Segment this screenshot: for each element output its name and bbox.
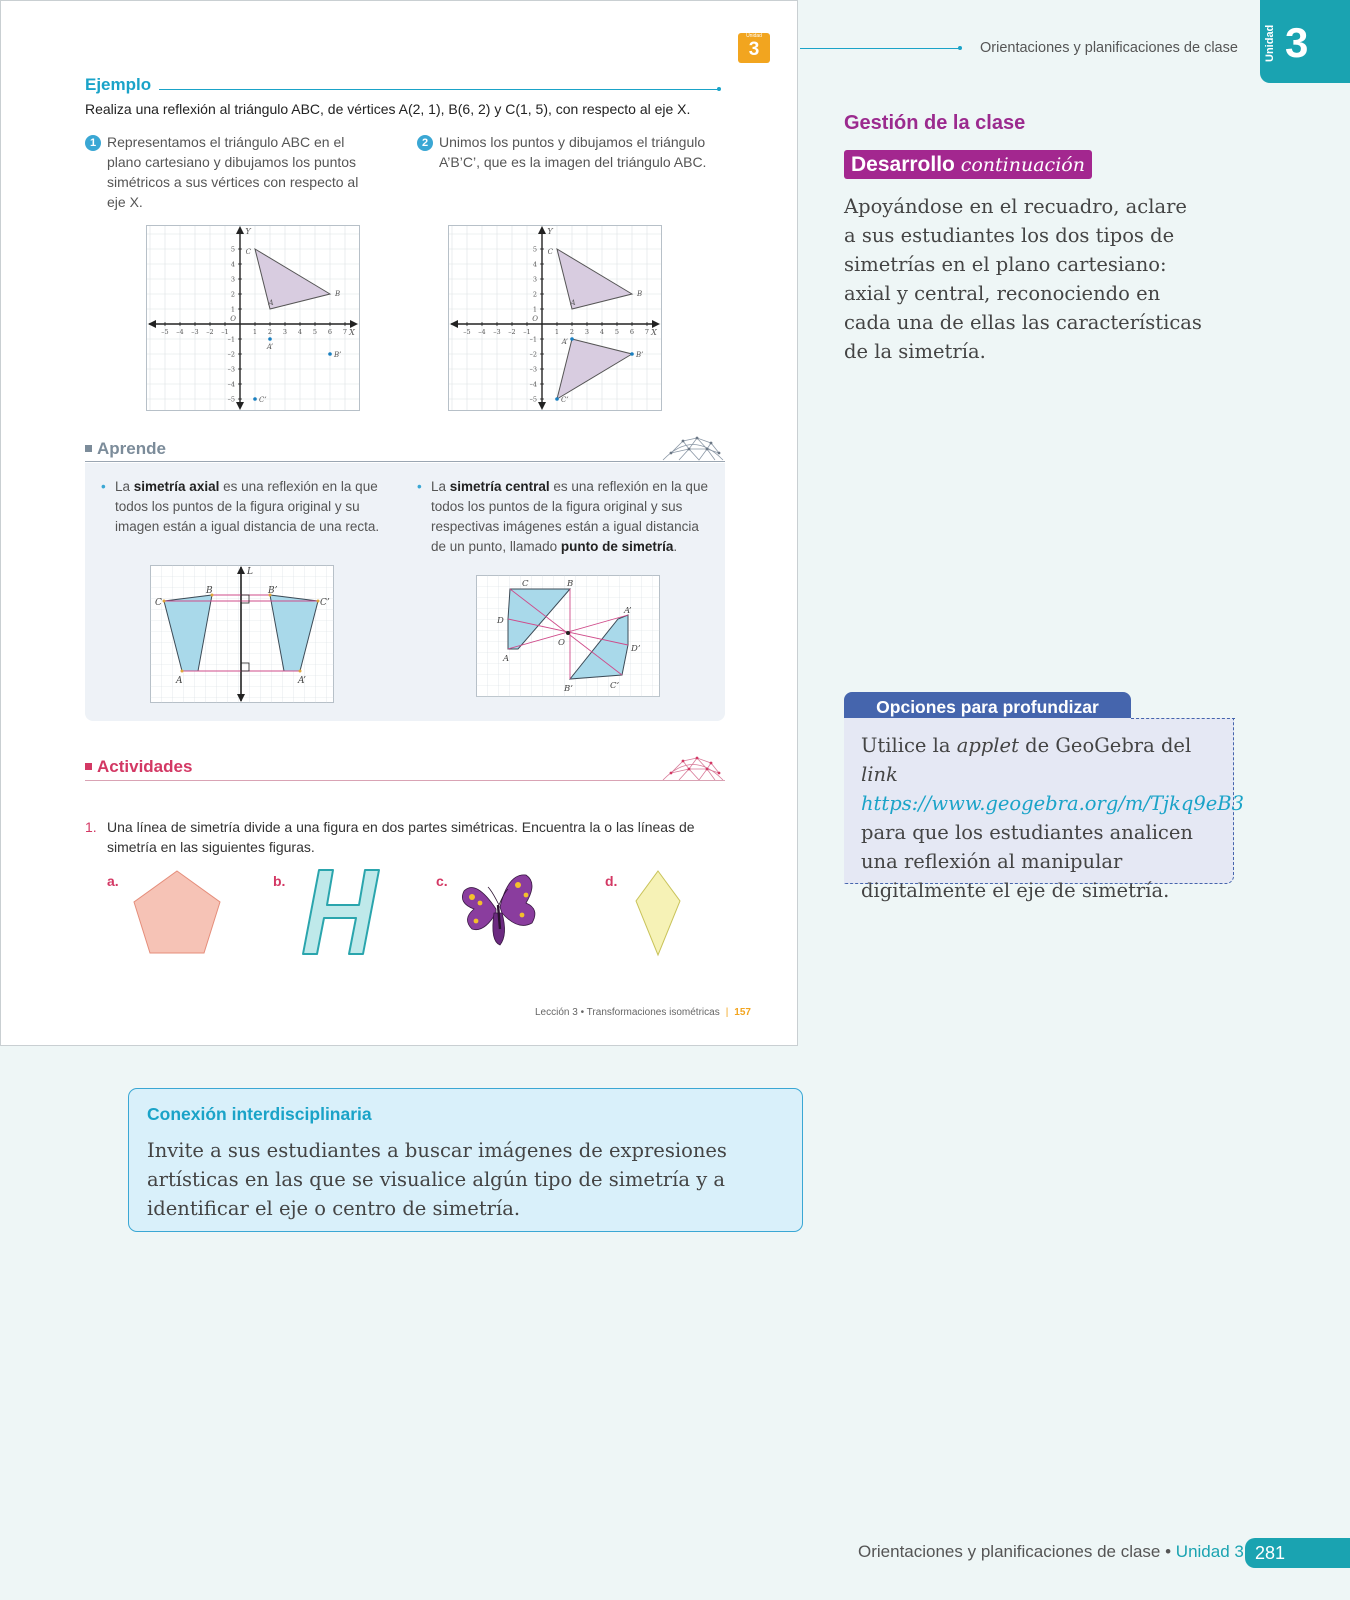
origin-label: O [532, 315, 538, 323]
x-tick-label: 2 [267, 328, 273, 336]
label-b: B [206, 586, 213, 596]
origin-label: O [230, 315, 236, 323]
ejemplo-prompt: Realiza una reflexión al triángulo ABC, de vértices A(2, 1), B(6, 2) y C(1, 5), con respecto al eje X. [85, 101, 691, 117]
label-b: B [567, 579, 574, 589]
conexion-title: Conexión interdisciplinaria [147, 1104, 372, 1124]
option-c-label: c. [436, 873, 448, 889]
aprende-title: Aprende [85, 439, 166, 459]
x-tick-label: 5 [614, 328, 620, 336]
x-tick-label: –3 [191, 328, 199, 336]
point-a-label: A [570, 299, 576, 307]
y-axis-label: Y [547, 227, 553, 236]
x-tick-label: 4 [599, 328, 605, 336]
label-c-prime: C’ [610, 681, 620, 691]
opciones-text: Utilice la applet de GeoGebra del link https://www.geogebra.org/m/Tjkq9eB3 para que los estudiantes analicen una reflexión al manipular digitalmente el eje de simetría. [861, 734, 1245, 902]
x-tick-label: 5 [312, 328, 318, 336]
label-a: A [176, 676, 183, 686]
image-point [328, 352, 332, 356]
x-tick-label: 3 [282, 328, 288, 336]
x-tick-label: 4 [297, 328, 303, 336]
image-point-label: C’ [259, 396, 267, 404]
step-2 [417, 132, 727, 170]
y-tick-label: –1 [227, 335, 235, 344]
image-point-label: B’ [636, 351, 644, 359]
student-page-footer: Lección 3 • Transformaciones isométricas | 157 [535, 1007, 751, 1018]
bullet-simetria-central: • La simetría central es una reflexión en la que todos los puntos de la figura original y sus respectivas imágenes están a igual distancia de un punto, llamado punto de simetría. [431, 477, 715, 557]
header-title: Orientaciones y planificaciones de clase [980, 40, 1238, 56]
y-tick-label: –3 [227, 365, 235, 374]
label-a-prime: A’ [624, 606, 632, 616]
step-text: Unimos los puntos y dibujamos el triángulo A’B’C’, que es la imagen del triángulo ABC. [439, 134, 707, 170]
y-tick-label: 1 [532, 305, 537, 314]
x-tick-label: –2 [206, 328, 214, 336]
point-c-label: C [547, 248, 553, 256]
y-tick-label: –2 [227, 350, 235, 359]
y-axis-label: Y [245, 227, 251, 236]
pentagon-figure [131, 869, 223, 955]
label-c: C [522, 579, 529, 589]
label-a-prime: A’ [298, 676, 307, 686]
x-tick-label: 6 [629, 328, 635, 336]
image-point-label: A’ [561, 338, 568, 346]
option-d-label: d. [605, 873, 618, 889]
step-number: 2 [417, 135, 433, 151]
y-tick-label: 5 [532, 245, 537, 254]
step-text: Representamos el triángulo ABC en el plano cartesiano y dibujamos los puntos simétricos a sus vértices con respecto al eje X. [107, 134, 359, 210]
image-point-label: B’ [334, 351, 342, 359]
cartesian-graph-step-1 [146, 225, 360, 411]
geodesic-dome-icon [661, 435, 725, 461]
x-tick-label: 1 [554, 328, 560, 336]
label-c: C [155, 598, 162, 608]
y-tick-label: –5 [227, 395, 235, 404]
gestion-title: Gestión de la clase [844, 112, 1026, 134]
x-tick-label: –1 [523, 328, 531, 336]
label-c-prime: C’ [320, 598, 330, 608]
x-tick-label: –4 [176, 328, 184, 336]
butterfly-figure [456, 869, 542, 953]
activity-number: 1. [85, 819, 97, 835]
point-a-label: A [268, 299, 274, 307]
image-point-label: A’ [266, 343, 274, 351]
x-tick-label: –4 [478, 328, 486, 336]
y-tick-label: 4 [532, 260, 537, 269]
gestion-body: Apoyándose en el recuadro, aclare a sus estudiantes los dos tipos de simetrías en el plano cartesiano: axial y central, reconociendo en cada una de ellas las características de la simetría. [844, 195, 1202, 363]
image-point [253, 397, 257, 401]
x-tick-label: –5 [463, 328, 471, 336]
desarrollo-badge: Desarrollo continuación [844, 150, 1092, 179]
x-tick-label: –5 [161, 328, 169, 336]
x-tick-label: 7 [644, 328, 650, 336]
aprende-rule [85, 461, 725, 462]
point-c-label: C [245, 248, 251, 256]
x-axis-label: X [349, 328, 355, 337]
bullet-simetria-axial: • La simetría axial es una reflexión en la que todos los puntos de la figura original y su imagen están a igual distancia de una recta. [115, 477, 395, 537]
ejemplo-title: Ejemplo [85, 75, 152, 94]
kite-figure [633, 869, 683, 957]
header-rule [800, 48, 960, 49]
geodesic-dome-icon [661, 755, 725, 781]
actividades-title: Actividades [85, 757, 192, 777]
label-a: A [503, 654, 510, 664]
y-tick-label: –4 [227, 380, 235, 389]
y-tick-label: 5 [230, 245, 235, 254]
x-tick-label: –2 [508, 328, 516, 336]
x-tick-label: –1 [221, 328, 229, 336]
conexion-body: Invite a sus estudiantes a buscar imágenes de expresiones artísticas en las que se visualice algún tipo de simetría y a identificar el eje o centro de simetría. [147, 1139, 727, 1220]
graph-frame [449, 226, 662, 411]
x-tick-label: –3 [493, 328, 501, 336]
cartesian-graph-step-2 [448, 225, 662, 411]
step-number: 1 [85, 135, 101, 151]
x-tick-label: 3 [584, 328, 590, 336]
central-symmetry-figure [476, 575, 660, 697]
y-tick-label: –5 [529, 395, 537, 404]
activity-text: Una línea de simetría divide a una figura en dos partes simétricas. Encuentra la o las líneas de simetría en las siguientes figuras. [107, 819, 695, 855]
graph-frame [147, 226, 360, 411]
opciones-title: Opciones para profundizar [844, 692, 1131, 722]
label-d: D [497, 616, 504, 626]
student-textbook-page [0, 0, 798, 1046]
x-tick-label: 2 [569, 328, 575, 336]
y-tick-label: 2 [230, 290, 235, 299]
unit-badge: Unidad 3 [738, 33, 770, 63]
x-tick-label: 1 [252, 328, 258, 336]
y-tick-label: –4 [529, 380, 537, 389]
image-point [570, 337, 574, 341]
actividades-rule [85, 780, 725, 781]
y-tick-label: –1 [529, 335, 537, 344]
image-point-label: C’ [561, 396, 569, 404]
x-tick-label: 6 [327, 328, 333, 336]
option-b-label: b. [273, 873, 286, 889]
ejemplo-rule [159, 89, 719, 90]
label-d-prime: D’ [631, 644, 641, 654]
y-tick-label: –2 [529, 350, 537, 359]
point-b-label: B [335, 290, 341, 298]
unit-tab: Unidad 3 [1260, 0, 1350, 83]
x-tick-label: 7 [342, 328, 348, 336]
geogebra-link[interactable]: https://www.geogebra.org/m/Tjkq9eB3 [861, 792, 1245, 815]
step-1 [85, 132, 375, 210]
image-point [630, 352, 634, 356]
option-a-label: a. [107, 873, 119, 889]
axial-symmetry-figure [150, 565, 334, 703]
label-o: O [558, 638, 565, 648]
y-tick-label: 3 [532, 275, 537, 284]
x-axis-label: X [651, 328, 657, 337]
point-b-label: B [637, 290, 643, 298]
y-tick-label: 4 [230, 260, 235, 269]
image-point [268, 337, 272, 341]
y-tick-label: –3 [529, 365, 537, 374]
label-b-prime: B’ [268, 586, 278, 596]
page-footer: Orientaciones y planificaciones de clase • Unidad 3 [858, 1542, 1244, 1561]
y-tick-label: 2 [532, 290, 537, 299]
label-b-prime: B’ [564, 684, 573, 694]
letter-h-figure [301, 867, 393, 957]
image-point [555, 397, 559, 401]
page-number: 281 [1245, 1538, 1350, 1568]
axis-label-l: L [247, 567, 253, 577]
y-tick-label: 3 [230, 275, 235, 284]
y-tick-label: 1 [230, 305, 235, 314]
